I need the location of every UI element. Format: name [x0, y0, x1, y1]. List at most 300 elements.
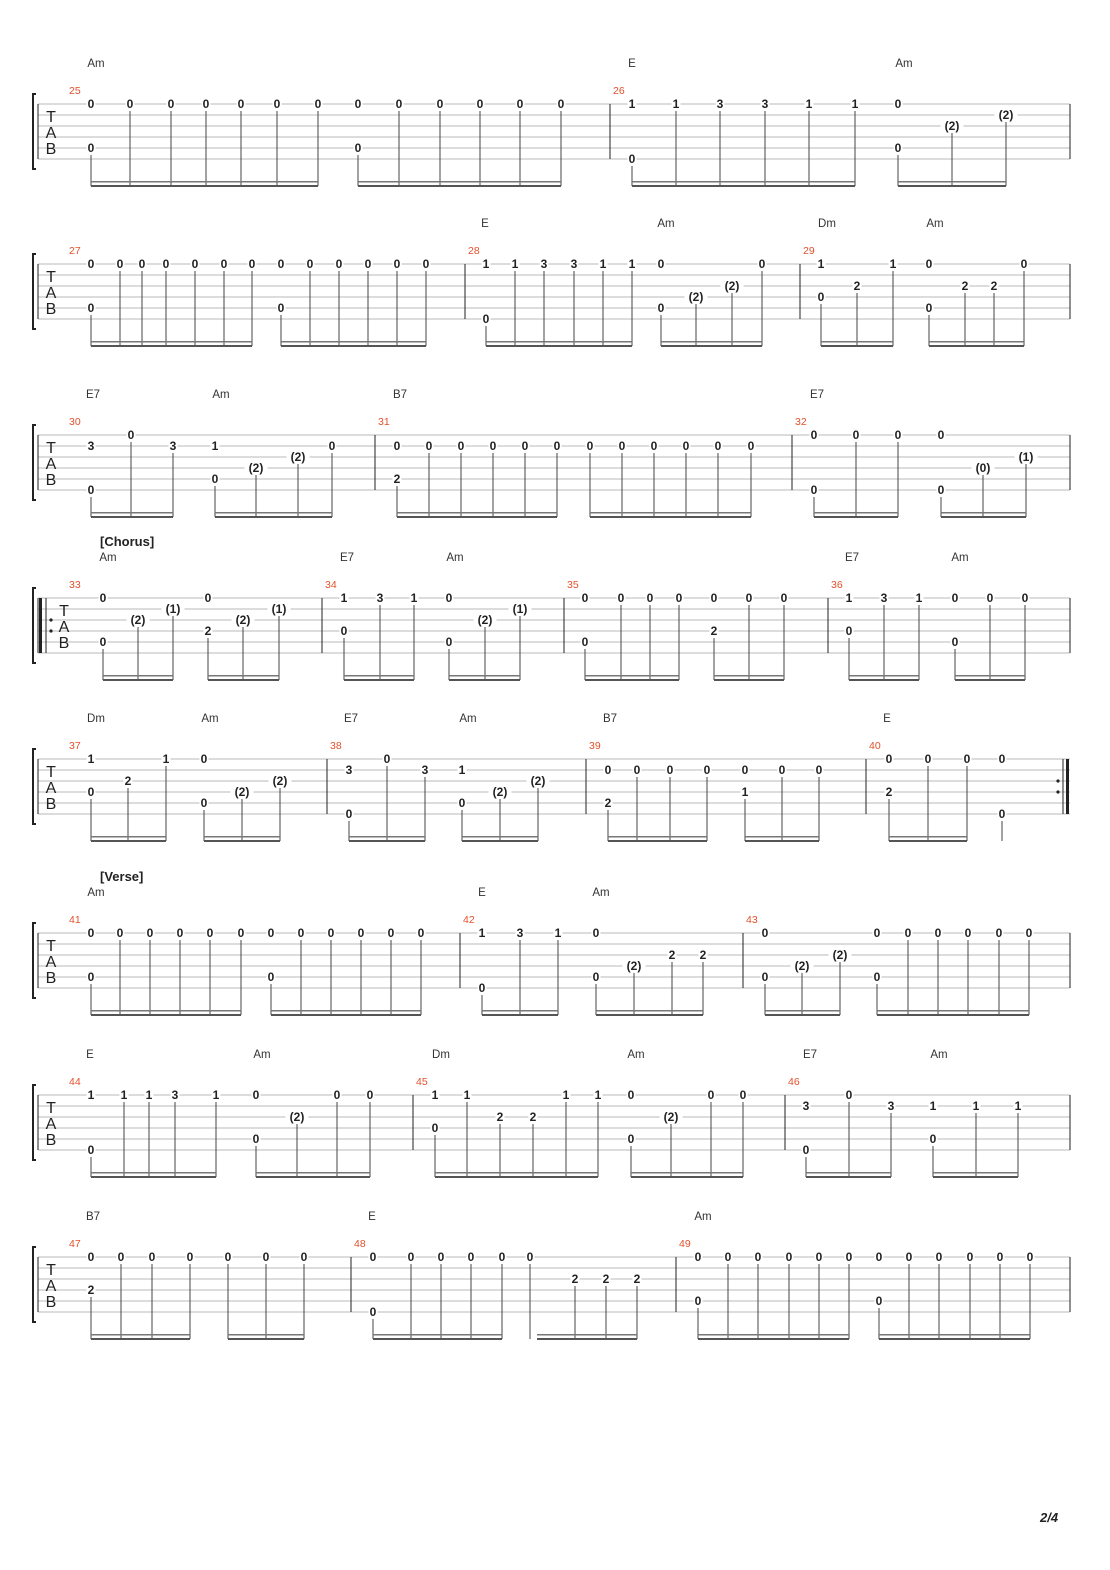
beam-primary	[462, 840, 538, 842]
beam-primary	[821, 345, 893, 347]
fret-number: 0	[200, 796, 208, 810]
beam-primary	[449, 679, 520, 681]
fret-number: 1	[851, 97, 859, 111]
chord-symbol: Am	[459, 713, 477, 725]
chord-symbol: E	[628, 58, 636, 70]
fret-number: 0	[116, 257, 124, 271]
system-bracket	[33, 254, 36, 329]
beam-secondary	[91, 1172, 216, 1174]
fret-number: 0	[924, 752, 932, 766]
beam-primary	[898, 185, 1006, 187]
beam-primary	[661, 345, 762, 347]
fret-number: 0	[437, 1250, 445, 1264]
fret-number: 0	[314, 97, 322, 111]
system-bracket	[33, 94, 36, 169]
fret-number: 0	[211, 472, 219, 486]
repeat-start-thick-bar	[39, 598, 42, 653]
beam-primary	[929, 345, 1024, 347]
fret-number: 0	[476, 97, 484, 111]
beam-primary	[745, 840, 819, 842]
fret-number: 3	[421, 763, 429, 777]
fret-number: (1)	[165, 602, 181, 616]
beam-primary	[585, 679, 679, 681]
fret-number: 1	[87, 752, 95, 766]
tab-clef-letter: A	[45, 285, 57, 302]
fret-number: 0	[167, 97, 175, 111]
fret-number: 0	[627, 1132, 635, 1146]
tab-clef-letter: B	[45, 141, 57, 158]
fret-number: (2)	[492, 785, 508, 799]
fret-number: 0	[146, 926, 154, 940]
fret-number: 1	[431, 1088, 439, 1102]
fret-number: 0	[845, 1250, 853, 1264]
system-bracket	[33, 1085, 36, 1160]
fret-number: 0	[618, 439, 626, 453]
fret-number: 0	[202, 97, 210, 111]
beam-secondary	[765, 1010, 840, 1012]
beam-primary	[889, 840, 967, 842]
measure-number: 27	[69, 245, 81, 257]
measure-number: 32	[795, 416, 807, 428]
fret-number: 0	[333, 1088, 341, 1102]
measure-number: 31	[378, 416, 390, 428]
fret-number: 0	[650, 439, 658, 453]
fret-number: 0	[297, 926, 305, 940]
beam-secondary	[91, 181, 318, 183]
fret-number: 0	[873, 926, 881, 940]
system-bracket	[33, 425, 36, 500]
fret-number: 0	[176, 926, 184, 940]
chord-symbol: Am	[951, 552, 969, 564]
fret-number: 0	[498, 1250, 506, 1264]
beam-primary	[482, 1014, 558, 1016]
beam-secondary	[462, 836, 538, 838]
chord-symbol: B7	[602, 713, 618, 725]
beam-primary	[814, 516, 898, 518]
measure-number: 45	[416, 1076, 428, 1088]
fret-number: 0	[745, 591, 753, 605]
fret-number: 0	[478, 981, 486, 995]
beam-primary	[204, 840, 280, 842]
fret-number: (2)	[272, 774, 288, 788]
fret-number: 0	[937, 483, 945, 497]
beam-secondary	[714, 675, 784, 677]
fret-number: 1	[511, 257, 519, 271]
fret-number: 1	[915, 591, 923, 605]
fret-number: 2	[124, 774, 132, 788]
fret-number: 2	[633, 1272, 641, 1286]
beam-primary	[397, 516, 557, 518]
fret-number: 0	[714, 439, 722, 453]
fret-number: 0	[422, 257, 430, 271]
beam-primary	[714, 679, 784, 681]
beam-secondary	[91, 836, 166, 838]
fret-number: 0	[845, 1088, 853, 1102]
fret-number: 0	[267, 926, 275, 940]
fret-number: 0	[267, 970, 275, 984]
measure-number: 49	[679, 1238, 691, 1250]
fret-number: 3	[376, 591, 384, 605]
chord-symbol: Am	[201, 713, 219, 725]
beam-primary	[91, 345, 252, 347]
fret-number: 0	[905, 1250, 913, 1264]
fret-number: 1	[463, 1088, 471, 1102]
fret-number: 0	[929, 1132, 937, 1146]
beam-primary	[344, 679, 414, 681]
fret-number: (1)	[271, 602, 287, 616]
beam-primary	[103, 679, 173, 681]
fret-number: (0)	[975, 461, 991, 475]
chord-symbol: E	[481, 218, 489, 230]
measure-number: 37	[69, 740, 81, 752]
fret-number: 0	[306, 257, 314, 271]
fret-number: 1	[805, 97, 813, 111]
measure-number: 30	[69, 416, 81, 428]
beam-primary	[349, 840, 425, 842]
beam-secondary	[849, 675, 919, 677]
fret-number: 0	[875, 1294, 883, 1308]
measure-number: 39	[589, 740, 601, 752]
fret-number: 0	[224, 1250, 232, 1264]
chord-symbol: E7	[809, 389, 825, 401]
fret-number: 0	[206, 926, 214, 940]
fret-number: 3	[171, 1088, 179, 1102]
fret-number: 2	[604, 796, 612, 810]
beam-secondary	[204, 836, 280, 838]
beam-secondary	[608, 836, 707, 838]
fret-number: 0	[204, 591, 212, 605]
fret-number: 0	[633, 763, 641, 777]
fret-number: 0	[526, 1250, 534, 1264]
repeat-dot	[1056, 790, 1059, 793]
measure-number: 38	[330, 740, 342, 752]
fret-number: 0	[300, 1250, 308, 1264]
fret-number: 0	[277, 301, 285, 315]
fret-number: 0	[761, 970, 769, 984]
chord-symbol: Am	[627, 1049, 645, 1061]
fret-number: 0	[815, 763, 823, 777]
fret-number: 0	[467, 1250, 475, 1264]
measure-number: 46	[788, 1076, 800, 1088]
fret-number: 2	[602, 1272, 610, 1286]
fret-number: 1	[562, 1088, 570, 1102]
beam-secondary	[271, 1010, 421, 1012]
chord-symbol: B7	[85, 1211, 101, 1223]
fret-number: 1	[599, 257, 607, 271]
tab-clef-letter: B	[45, 301, 57, 318]
fret-number: 0	[875, 1250, 883, 1264]
chord-symbol: Am	[87, 58, 105, 70]
fret-number: (2)	[248, 461, 264, 475]
beam-secondary	[877, 1010, 1029, 1012]
beam-secondary	[435, 1172, 598, 1174]
measure-number: 36	[831, 579, 843, 591]
beam-primary	[281, 345, 426, 347]
fret-number: 0	[646, 591, 654, 605]
beam-secondary	[256, 1172, 370, 1174]
fret-number: 2	[710, 624, 718, 638]
beam-primary	[358, 185, 561, 187]
fret-number: 0	[252, 1132, 260, 1146]
chord-symbol: B7	[392, 389, 408, 401]
measure-number: 43	[746, 914, 758, 926]
beam-secondary	[373, 1334, 502, 1336]
fret-number: 0	[262, 1250, 270, 1264]
fret-number: 2	[571, 1272, 579, 1286]
fret-number: 0	[87, 97, 95, 111]
tab-clef-letter: B	[45, 1132, 57, 1149]
fret-number: 2	[496, 1110, 504, 1124]
fret-number: 0	[138, 257, 146, 271]
beam-primary	[228, 1338, 304, 1340]
fret-number: 0	[127, 428, 135, 442]
beam-primary	[698, 1338, 849, 1340]
fret-number: 0	[894, 141, 902, 155]
chord-symbol: E	[883, 713, 891, 725]
chord-symbol: E7	[85, 389, 101, 401]
beam-primary	[435, 1176, 598, 1178]
fret-number: 0	[383, 752, 391, 766]
beam-primary	[608, 840, 707, 842]
fret-number: 0	[747, 439, 755, 453]
fret-number: 0	[707, 1088, 715, 1102]
fret-number: 0	[1020, 257, 1028, 271]
fret-number: 0	[366, 1088, 374, 1102]
beam-primary	[765, 1014, 840, 1016]
fret-number: 0	[364, 257, 372, 271]
fret-number: 3	[570, 257, 578, 271]
fret-number: 0	[557, 97, 565, 111]
fret-number: 3	[887, 1099, 895, 1113]
fret-number: 0	[357, 926, 365, 940]
tab-clef-letter: A	[45, 1278, 57, 1295]
chord-symbol: E7	[844, 552, 860, 564]
fret-number: 0	[986, 591, 994, 605]
fret-number: 3	[540, 257, 548, 271]
beam-primary	[215, 516, 332, 518]
chord-symbol: Am	[657, 218, 675, 230]
fret-number: 0	[998, 752, 1006, 766]
tab-clef-letter: A	[45, 456, 57, 473]
beam-primary	[91, 1338, 190, 1340]
fret-number: 0	[445, 591, 453, 605]
beam-primary	[941, 516, 1026, 518]
fret-number: (2)	[663, 1110, 679, 1124]
fret-number: 1	[817, 257, 825, 271]
fret-number: 0	[694, 1250, 702, 1264]
fret-number: 0	[925, 301, 933, 315]
section-label: [Chorus]	[100, 534, 155, 549]
fret-number: (2)	[688, 290, 704, 304]
fret-number: 0	[951, 591, 959, 605]
fret-number: 0	[675, 591, 683, 605]
fret-number: 0	[951, 635, 959, 649]
fret-number: 0	[666, 763, 674, 777]
beam-secondary	[585, 675, 679, 677]
fret-number: 0	[581, 591, 589, 605]
beam-secondary	[806, 1172, 891, 1174]
fret-number: 0	[741, 763, 749, 777]
fret-number: 0	[682, 439, 690, 453]
beam-secondary	[631, 1172, 743, 1174]
beam-secondary	[821, 341, 893, 343]
beam-primary	[590, 516, 751, 518]
fret-number: 0	[328, 439, 336, 453]
fret-number: 0	[780, 591, 788, 605]
beam-secondary	[349, 836, 425, 838]
fret-number: 0	[237, 97, 245, 111]
fret-number: 2	[204, 624, 212, 638]
system-bracket	[33, 923, 36, 998]
fret-number: 0	[925, 257, 933, 271]
fret-number: 2	[529, 1110, 537, 1124]
fret-number: (2)	[289, 1110, 305, 1124]
beam-secondary	[941, 512, 1026, 514]
chord-symbol: Am	[212, 389, 230, 401]
fret-number: 0	[724, 1250, 732, 1264]
measure-number: 33	[69, 579, 81, 591]
beam-secondary	[537, 1334, 637, 1336]
fret-number: (2)	[235, 613, 251, 627]
fret-number: 0	[252, 1088, 260, 1102]
fret-number: 0	[894, 97, 902, 111]
fret-number: 3	[761, 97, 769, 111]
chord-symbol: Am	[99, 552, 117, 564]
measure-number: 28	[468, 245, 480, 257]
fret-number: 0	[395, 97, 403, 111]
fret-number: 3	[880, 591, 888, 605]
fret-number: 0	[277, 257, 285, 271]
fret-number: 0	[117, 1250, 125, 1264]
tab-clef-letter: A	[58, 619, 70, 636]
tab-clef-letter: B	[45, 970, 57, 987]
chord-symbol: Dm	[432, 1049, 450, 1061]
fret-number: 0	[99, 635, 107, 649]
fret-number: 1	[554, 926, 562, 940]
beam-secondary	[103, 675, 173, 677]
fret-number: 0	[457, 439, 465, 453]
fret-number: 0	[592, 926, 600, 940]
beam-primary	[91, 185, 318, 187]
beam-primary	[955, 679, 1025, 681]
measure-number: 35	[567, 579, 579, 591]
fret-number: 0	[116, 926, 124, 940]
fret-number: 0	[458, 796, 466, 810]
fret-number: 1	[482, 257, 490, 271]
fret-number: 0	[657, 257, 665, 271]
measure-number: 48	[354, 1238, 366, 1250]
fret-number: 0	[191, 257, 199, 271]
beam-primary	[373, 1338, 502, 1340]
beam-secondary	[898, 181, 1006, 183]
beam-secondary	[879, 1334, 1030, 1336]
beam-primary	[806, 1176, 891, 1178]
beam-secondary	[449, 675, 520, 677]
fret-number: 0	[885, 752, 893, 766]
beam-secondary	[632, 181, 855, 183]
fret-number: 0	[393, 257, 401, 271]
fret-number: 0	[845, 624, 853, 638]
beam-secondary	[91, 1010, 241, 1012]
fret-number: 0	[935, 1250, 943, 1264]
fret-number: 0	[407, 1250, 415, 1264]
tab-clef-letter: T	[46, 1262, 56, 1279]
fret-number: 2	[885, 785, 893, 799]
fret-number: 0	[758, 257, 766, 271]
chord-symbol: E	[368, 1211, 376, 1223]
fret-number: 2	[393, 472, 401, 486]
fret-number: 1	[672, 97, 680, 111]
measure-number: 40	[869, 740, 881, 752]
measure-number: 41	[69, 914, 81, 926]
fret-number: 0	[592, 970, 600, 984]
chord-symbol: Am	[87, 887, 105, 899]
fret-number: (2)	[944, 119, 960, 133]
beam-secondary	[358, 181, 561, 183]
fret-number: (2)	[794, 959, 810, 973]
fret-number: 1	[628, 257, 636, 271]
beam-secondary	[661, 341, 762, 343]
fret-number: 0	[87, 141, 95, 155]
fret-number: 1	[594, 1088, 602, 1102]
fret-number: 0	[425, 439, 433, 453]
fret-number: 3	[802, 1099, 810, 1113]
system-bracket	[33, 588, 36, 663]
fret-number: (2)	[130, 613, 146, 627]
fret-number: 0	[489, 439, 497, 453]
beam-secondary	[91, 1334, 190, 1336]
fret-number: 3	[716, 97, 724, 111]
beam-secondary	[933, 1172, 1018, 1174]
measure-number: 34	[325, 579, 337, 591]
fret-number: 0	[852, 428, 860, 442]
fret-number: 2	[668, 948, 676, 962]
fret-number: 1	[1014, 1099, 1022, 1113]
fret-number: 0	[87, 483, 95, 497]
chord-symbol: E	[478, 887, 486, 899]
fret-number: 1	[340, 591, 348, 605]
fret-number: 0	[87, 1250, 95, 1264]
fret-number: 0	[516, 97, 524, 111]
fret-number: 0	[1021, 591, 1029, 605]
fret-number: 0	[345, 807, 353, 821]
chord-symbol: Dm	[87, 713, 105, 725]
fret-number: 0	[934, 926, 942, 940]
fret-number: 2	[961, 279, 969, 293]
system-bracket	[33, 1247, 36, 1322]
fret-number: 1	[162, 752, 170, 766]
fret-number: 0	[87, 257, 95, 271]
tab-clef-letter: T	[59, 603, 69, 620]
fret-number: 0	[248, 257, 256, 271]
fret-number: 0	[237, 926, 245, 940]
beam-secondary	[486, 341, 632, 343]
measure-number: 29	[803, 245, 815, 257]
beam-secondary	[482, 1010, 558, 1012]
fret-number: 0	[963, 752, 971, 766]
fret-number: 0	[387, 926, 395, 940]
fret-number: (2)	[724, 279, 740, 293]
beam-primary	[91, 840, 166, 842]
fret-number: 0	[393, 439, 401, 453]
fret-number: 1	[929, 1099, 937, 1113]
fret-number: 0	[761, 926, 769, 940]
beam-secondary	[281, 341, 426, 343]
beam-secondary	[91, 512, 173, 514]
fret-number: 0	[873, 970, 881, 984]
fret-number: (2)	[530, 774, 546, 788]
repeat-end-thick-bar	[1066, 759, 1069, 814]
